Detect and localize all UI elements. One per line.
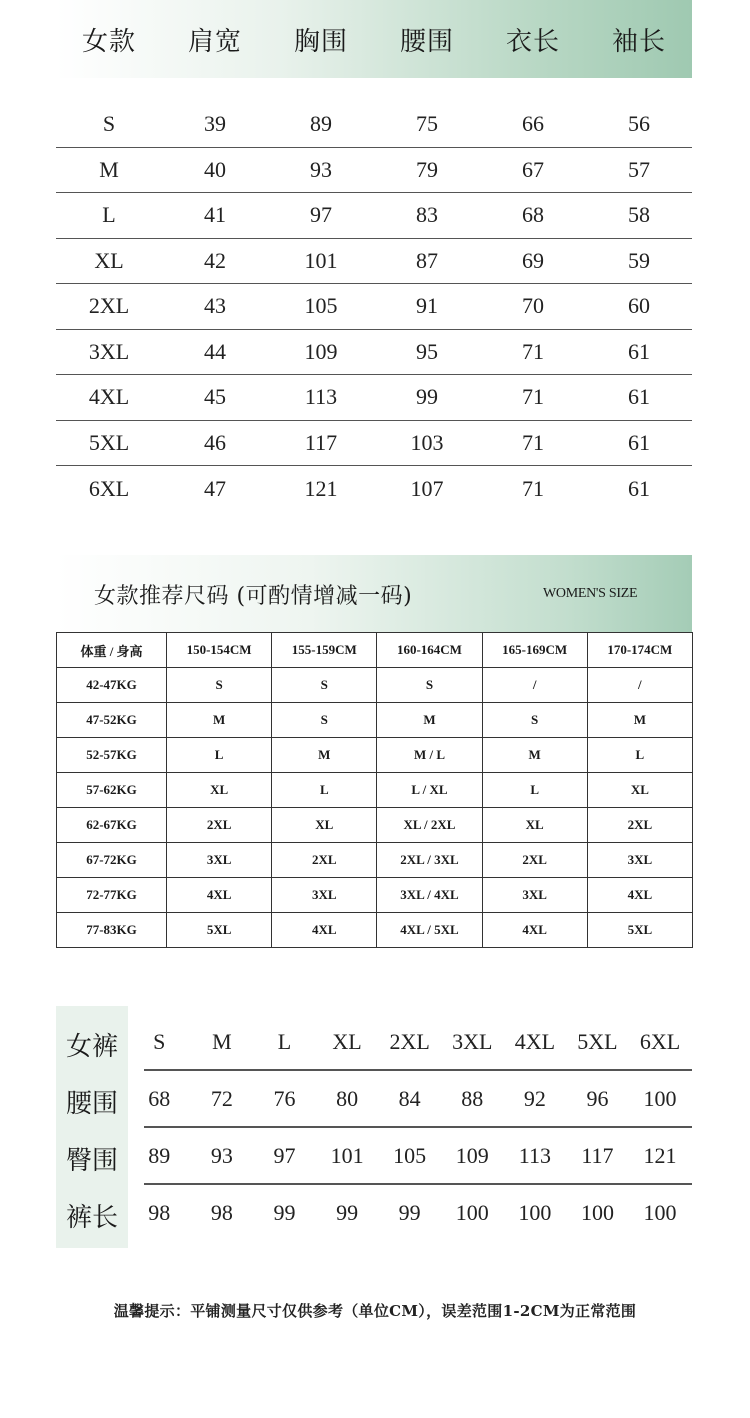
- pants-waist-label: 腰围: [65, 1089, 118, 1119]
- pants-length-cell: 100: [580, 1200, 614, 1225]
- recommended-size-cell: 2XL: [272, 843, 377, 878]
- pants-size-cell: 3XL: [452, 1029, 493, 1054]
- measure-cell: 41: [204, 202, 226, 228]
- weight-cell: 52-57KG: [57, 738, 167, 773]
- recommended-size-cell: 3XL: [272, 878, 377, 913]
- weight-cell: 72-77KG: [57, 878, 167, 913]
- recommended-size-cell: XL: [272, 808, 377, 843]
- pants-hip-cell: 121: [643, 1143, 677, 1168]
- measure-cell: 61: [628, 384, 650, 410]
- recommended-size-cell: M: [587, 703, 692, 738]
- size-cell: 3XL: [88, 338, 130, 364]
- measure-cell: 93: [310, 156, 332, 182]
- pants-waist-cell: 96: [586, 1086, 609, 1111]
- recommended-size-cell: XL / 2XL: [377, 808, 482, 843]
- measure-cell: 71: [522, 384, 544, 410]
- measure-cell: 71: [522, 338, 544, 364]
- pants-hip-cell: 89: [148, 1143, 171, 1168]
- recommended-size-cell: 2XL: [167, 808, 272, 843]
- measure-cell: 39: [204, 111, 226, 137]
- recommended-size-cell: S: [272, 703, 377, 738]
- measure-cell: 89: [310, 111, 332, 137]
- measure-cell: 61: [628, 338, 650, 364]
- recommend-title: 女款推荐尺码 (可酌情增减一码): [94, 584, 413, 609]
- measure-cell: 44: [204, 338, 226, 364]
- measure-cell: 113: [304, 384, 338, 410]
- height-cell: 165-169CM: [482, 633, 587, 668]
- pants-hip-cell: 101: [330, 1143, 364, 1168]
- pants-hip-row: [128, 1128, 692, 1184]
- measure-cell: 79: [416, 156, 438, 182]
- header-cell: 胸围: [293, 26, 348, 57]
- pants-length-cell: 100: [518, 1200, 552, 1225]
- recommended-size-cell: 3XL: [482, 878, 587, 913]
- recommended-size-cell: M: [272, 738, 377, 773]
- size-cell: 4XL: [88, 384, 130, 410]
- pants-size-cell: XL: [332, 1029, 362, 1054]
- size-cell: L: [102, 202, 116, 228]
- table-row: [56, 239, 692, 285]
- recommended-size-cell: 4XL: [482, 913, 587, 948]
- recommended-size-cell: S: [377, 668, 482, 703]
- recommended-size-cell: /: [587, 668, 692, 703]
- measure-cell: 61: [628, 475, 650, 501]
- recommended-size-cell: 4XL: [587, 878, 692, 913]
- measure-cell: 71: [522, 475, 544, 501]
- weight-cell: 42-47KG: [57, 668, 167, 703]
- measure-cell: 101: [304, 247, 338, 273]
- recommended-size-cell: M: [167, 703, 272, 738]
- measure-cell: 70: [522, 293, 544, 319]
- pants-waist-cell: 84: [398, 1086, 421, 1111]
- measure-cell: 58: [628, 202, 650, 228]
- recommended-size-cell: 2XL: [482, 843, 587, 878]
- recommended-size-cell: /: [482, 668, 587, 703]
- measure-cell: 46: [204, 429, 226, 455]
- header-cell: 袖长: [611, 26, 666, 57]
- measure-cell: 47: [204, 475, 226, 501]
- measure-cell: 40: [204, 156, 226, 182]
- table-row: [57, 878, 693, 913]
- measure-cell: 60: [628, 293, 650, 319]
- recommended-size-cell: M: [482, 738, 587, 773]
- weight-cell: 47-52KG: [57, 703, 167, 738]
- pants-length-cell: 98: [210, 1200, 233, 1225]
- table-row: [57, 913, 693, 948]
- measure-cell: 67: [522, 156, 544, 182]
- recommended-size-cell: 4XL / 5XL: [377, 913, 482, 948]
- recommended-size-cell: 5XL: [167, 913, 272, 948]
- pants-length-cell: 99: [273, 1200, 296, 1225]
- recommend-header-row: [57, 633, 693, 668]
- table-row: [57, 668, 693, 703]
- measure-cell: 95: [416, 338, 438, 364]
- pants-waist-cell: 76: [273, 1086, 296, 1111]
- table-row: [57, 703, 693, 738]
- recommended-size-cell: XL: [587, 773, 692, 808]
- measure-cell: 83: [416, 202, 438, 228]
- table-row: [56, 148, 692, 194]
- pants-hip-cell: 117: [581, 1143, 614, 1168]
- table-row: [57, 843, 693, 878]
- pants-hip-cell: 93: [210, 1143, 233, 1168]
- pants-length-cell: 100: [643, 1200, 677, 1225]
- height-cell: 150-154CM: [167, 633, 272, 668]
- pants-hip-cell: 97: [273, 1143, 296, 1168]
- pants-waist-cell: 72: [210, 1086, 233, 1111]
- recommended-size-cell: L: [167, 738, 272, 773]
- measure-cell: 71: [522, 429, 544, 455]
- size-cell: 5XL: [88, 429, 130, 455]
- size-cell: 2XL: [88, 293, 130, 319]
- table-row: [57, 773, 693, 808]
- recommended-size-cell: 2XL: [587, 808, 692, 843]
- recommended-size-cell: 3XL: [167, 843, 272, 878]
- measure-cell: 66: [522, 111, 544, 137]
- pants-waist-cell: 88: [461, 1086, 484, 1111]
- pants-size-cell: 4XL: [514, 1029, 556, 1054]
- pants-length-row: [128, 1185, 692, 1241]
- measure-cell: 117: [304, 429, 338, 455]
- size-cell: M: [99, 156, 119, 182]
- top-size-table-header: [56, 0, 692, 78]
- recommended-size-cell: 4XL: [272, 913, 377, 948]
- recommend-table: [56, 632, 693, 948]
- pants-waist-cell: 68: [148, 1086, 171, 1111]
- header-cell: 女款: [81, 26, 136, 57]
- size-cell: S: [102, 111, 116, 137]
- recommended-size-cell: S: [272, 668, 377, 703]
- measure-cell: 99: [416, 384, 438, 410]
- recommended-size-cell: 3XL / 4XL: [377, 878, 482, 913]
- recommended-size-cell: XL: [167, 773, 272, 808]
- header-cell: 腰围: [399, 26, 454, 57]
- measure-cell: 68: [522, 202, 544, 228]
- size-cell: 6XL: [88, 475, 130, 501]
- pants-size-cell: S: [153, 1029, 166, 1054]
- top-size-table-body: [56, 102, 692, 512]
- recommended-size-cell: L: [587, 738, 692, 773]
- measure-cell: 87: [416, 247, 438, 273]
- recommended-size-cell: S: [167, 668, 272, 703]
- recommended-size-cell: L: [482, 773, 587, 808]
- header-cell: 肩宽: [187, 26, 242, 57]
- pants-length-cell: 99: [336, 1200, 359, 1225]
- measure-cell: 121: [304, 475, 338, 501]
- pants-size-cell: 6XL: [639, 1029, 681, 1054]
- recommended-size-cell: 5XL: [587, 913, 692, 948]
- pants-title: 女裤: [65, 1032, 118, 1062]
- pants-waist-row: [128, 1071, 692, 1127]
- measure-cell: 91: [416, 293, 438, 319]
- pants-hip-cell: 113: [518, 1143, 551, 1168]
- measure-cell: 57: [628, 156, 650, 182]
- recommended-size-cell: M / L: [377, 738, 482, 773]
- weight-cell: 67-72KG: [57, 843, 167, 878]
- table-row: [57, 738, 693, 773]
- recommended-size-cell: 3XL: [587, 843, 692, 878]
- table-row: [56, 193, 692, 239]
- pants-hip-label: 臀围: [65, 1146, 118, 1176]
- table-row: [56, 330, 692, 376]
- recommend-subtitle: WOMEN'S SIZE: [543, 586, 638, 601]
- pants-length-label: 裤长: [65, 1203, 118, 1233]
- recommended-size-cell: M: [377, 703, 482, 738]
- measure-cell: 61: [628, 429, 650, 455]
- table-row: [56, 466, 692, 512]
- recommended-size-cell: 4XL: [167, 878, 272, 913]
- pants-waist-cell: 80: [336, 1086, 359, 1111]
- measure-cell: 97: [310, 202, 332, 228]
- height-cell: 155-159CM: [272, 633, 377, 668]
- measure-cell: 105: [304, 293, 338, 319]
- measure-cell: 45: [204, 384, 226, 410]
- table-row: [56, 375, 692, 421]
- height-cell: 160-164CM: [377, 633, 482, 668]
- table-row: [57, 808, 693, 843]
- measure-cell: 42: [204, 247, 226, 273]
- measure-cell: 103: [410, 429, 444, 455]
- table-row: [56, 284, 692, 330]
- pants-size-cell: M: [212, 1029, 232, 1054]
- measure-cell: 107: [410, 475, 444, 501]
- size-cell: XL: [94, 247, 124, 273]
- corner-cell: 体重 / 身高: [57, 633, 167, 668]
- pants-length-cell: 98: [148, 1200, 171, 1225]
- weight-cell: 62-67KG: [57, 808, 167, 843]
- recommend-header: [56, 555, 692, 632]
- measure-cell: 69: [522, 247, 544, 273]
- pants-waist-cell: 92: [523, 1086, 546, 1111]
- pants-hip-cell: 105: [393, 1143, 427, 1168]
- recommended-size-cell: XL: [482, 808, 587, 843]
- pants-size-cell: L: [277, 1029, 292, 1054]
- weight-cell: 57-62KG: [57, 773, 167, 808]
- recommended-size-cell: 2XL / 3XL: [377, 843, 482, 878]
- height-cell: 170-174CM: [587, 633, 692, 668]
- measurement-note: 温馨提示：平铺测量尺寸仅供参考（单位CM），误差范围1-2CM为正常范围: [113, 1302, 637, 1320]
- pants-hip-cell: 109: [455, 1143, 489, 1168]
- pants-size-cell: 5XL: [577, 1029, 618, 1054]
- measure-cell: 109: [304, 338, 338, 364]
- recommended-size-cell: L: [272, 773, 377, 808]
- measure-cell: 56: [628, 111, 650, 137]
- table-row: [56, 102, 692, 148]
- pants-size-cell: 2XL: [389, 1029, 430, 1054]
- recommended-size-cell: S: [482, 703, 587, 738]
- recommended-size-cell: L / XL: [377, 773, 482, 808]
- pants-length-cell: 99: [398, 1200, 421, 1225]
- pants-waist-cell: 100: [643, 1086, 677, 1111]
- weight-cell: 77-83KG: [57, 913, 167, 948]
- header-cell: 衣长: [505, 26, 560, 57]
- measure-cell: 43: [204, 293, 226, 319]
- measure-cell: 75: [416, 111, 438, 137]
- measure-cell: 59: [628, 247, 650, 273]
- pants-size-row: [128, 1014, 692, 1070]
- table-row: [56, 421, 692, 467]
- pants-length-cell: 100: [455, 1200, 489, 1225]
